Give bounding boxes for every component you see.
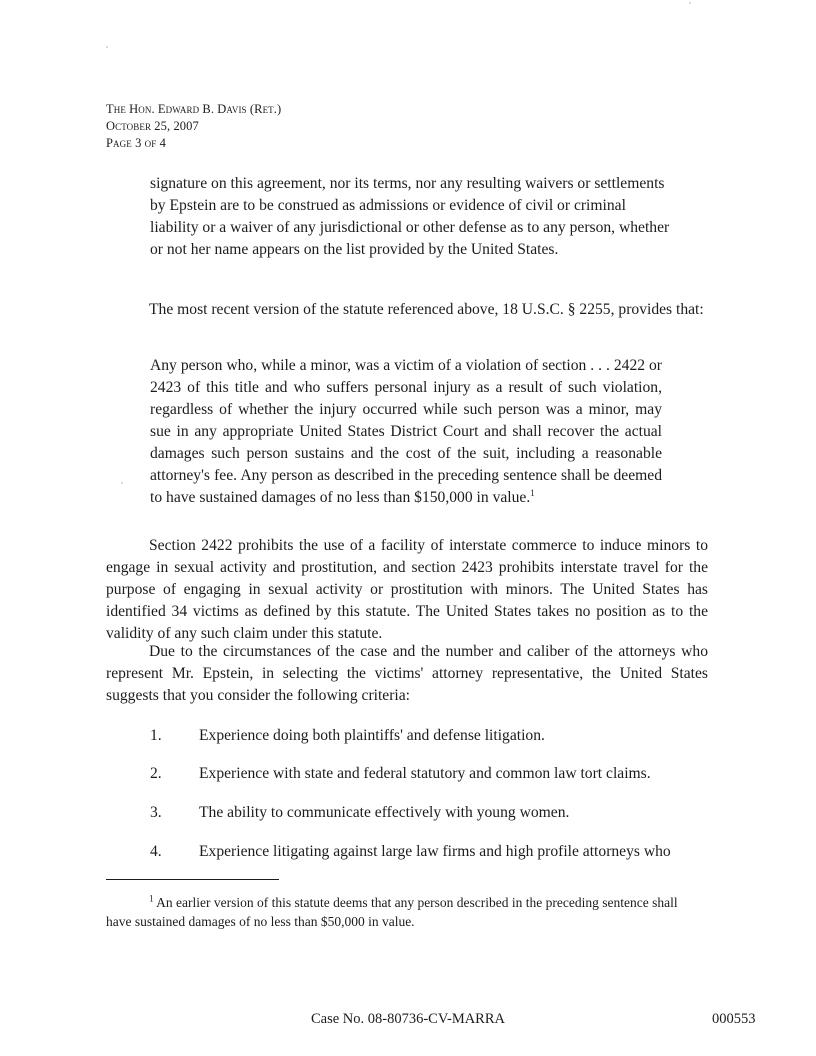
scan-speck: [106, 46, 108, 48]
footnote-marker: 1: [149, 893, 154, 904]
criteria-item: Experience with state and federal statutory and common law tort claims.: [199, 765, 651, 782]
footnote-separator: [106, 879, 279, 880]
circumstances-paragraph: [106, 641, 708, 707]
date-line: October 25, 2007: [106, 119, 199, 133]
criteria-item: The ability to communicate effectively with young women.: [199, 804, 570, 821]
footnote: [106, 893, 686, 931]
continuation-paragraph: signature on this agreement, nor its terms, nor any resulting waivers or settlements by Epstein are to be construed as admissions or evidence of civil or criminal liability or a waiver of any jurisdictional or other defense as to any person, whether or not her name appears on the list provided by the United States.: [150, 175, 670, 258]
statute-intro-paragraph: [106, 299, 708, 321]
section-2422-paragraph: [106, 535, 708, 645]
criteria-item: Experience doing both plaintiffs' and defense litigation.: [199, 727, 545, 744]
letter-header: [106, 101, 281, 152]
criteria-number: 3.: [150, 804, 162, 821]
case-number: Case No. 08-80736-CV-MARRA: [310, 1011, 505, 1027]
statute-quote-text: Any person who, while a minor, was a victim of a violation of section . . . 2422 or 2423 of this title and who suffers personal injury as a result of such violation, regardless of whether the injury occurred while such person was a minor, may sue in any appropriate United States District Court and shall recover the actual damages such person sustains and the cost of the suit, including a reasonable attorney's fee. Any person as described in the preceding sentence shall be deemed to have sustained damages of no less than $150,000 in value.: [150, 357, 662, 506]
criteria-number: 2.: [150, 765, 162, 782]
circumstances-text: Due to the circumstances of the case and the number and caliber of the attorneys who represent Mr. Epstein, in selecting the victims' attorney representative, the United States suggests that you consider the following criteria:: [106, 643, 708, 704]
bates-number: 000553: [712, 1011, 756, 1027]
scan-speck: [689, 2, 691, 4]
footnote-text: An earlier version of this statute deems that any person described in the preceding sentence shall have sustained damages of no less than $50,000 in value.: [106, 895, 678, 929]
page-indicator: Page 3 of 4: [106, 136, 166, 150]
criteria-number: 1.: [150, 727, 162, 744]
scan-speck: [121, 482, 123, 484]
criteria-number: 4.: [150, 843, 162, 860]
statute-quote: [150, 355, 662, 509]
section-2422-text: Section 2422 prohibits the use of a facility of interstate commerce to induce minors to engage in sexual activity and prostitution, and section 2423 prohibits interstate travel for the purpose of engaging in sexual activity or prostitution with minors. The United States has identified 34 victims as defined by this statute. The United States takes no position as to the validity of any such claim under this statute.: [106, 537, 708, 642]
statute-intro-text: The most recent version of the statute referenced above, 18 U.S.C. § 2255, provides that:: [149, 301, 704, 318]
addressee-line: The Hon. Edward B. Davis (Ret.): [106, 102, 282, 116]
footnote-reference: 1: [530, 487, 535, 498]
criteria-item: Experience litigating against large law firms and high profile attorneys who: [199, 843, 671, 860]
